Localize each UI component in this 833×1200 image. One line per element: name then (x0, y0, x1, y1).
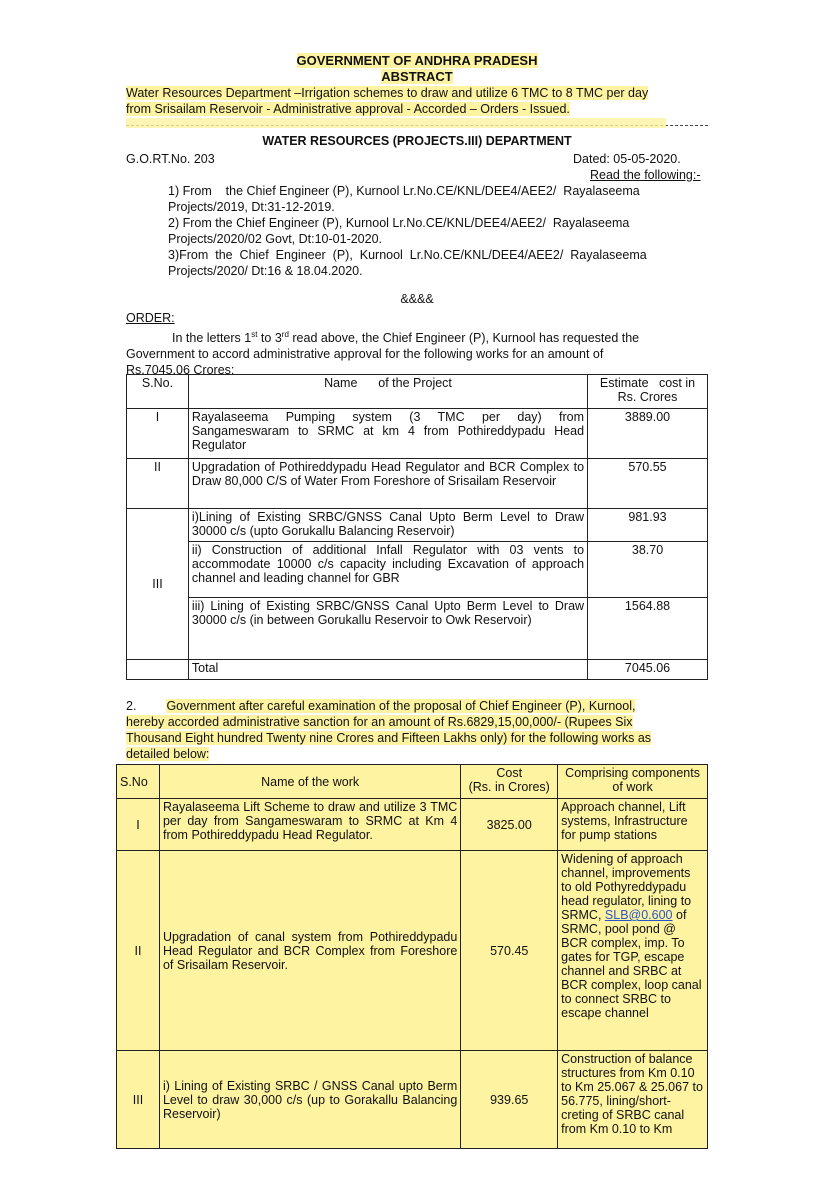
ref-1-line1: 1) From the Chief Engineer (P), Kurnool Lr.No.CE/KNL/DEE4/AEE2/ Rayalaseema (168, 184, 640, 198)
ref-1-line2: Projects/2019, Dt:31-12-2019. (168, 200, 335, 214)
col-name: Name of the work (159, 765, 460, 799)
table-row: III i)Lining of Existing SRBC/GNSS Canal Upto Berm Level to Draw 30000 c/s (upto Gorukallu Balancing Reservoir) 981.93 (127, 509, 708, 542)
table-row: I Rayalaseema Lift Scheme to draw and utilize 3 TMC per day from Sangameswaram to SRMC at Km 4 from Pothireddypadu Head Regulator. 3825.00 Approach channel, Lift systems, Infrastructure for pump stations (117, 799, 708, 851)
order-paragraph: In the letters 1st to 3rd read above, the Chief Engineer (P), Kurnool has requested the Government to accord administrative approval for the following works for an amount of Rs.7045.06 Crores: (126, 330, 640, 378)
table-row: II Upgradation of Pothireddypadu Head Regulator and BCR Complex to Draw 80,000 C/S of Water From Foreshore of Srisailam Reservoir 570.55 (127, 459, 708, 509)
slb-link[interactable]: SLB@0.600 (604, 908, 673, 922)
read-following: Read the following:- (590, 168, 701, 182)
go-number: G.O.RT.No. 203 (126, 152, 215, 166)
table-row: iii) Lining of Existing SRBC/GNSS Canal Upto Berm Level to Draw 30000 c/s (in between Gorukallu Reservoir to Owk Reservoir) 1564.88 (127, 598, 708, 660)
col-cost: Estimate cost in Rs. Crores (588, 375, 708, 409)
table-row: I Rayalaseema Pumping system (3 TMC per day) from Sangameswaram to SRMC at km 4 from Pothireddypadu Head Regulator 3889.00 (127, 409, 708, 459)
abstract-title: ABSTRACT (381, 69, 453, 84)
highlight-band (126, 118, 666, 128)
subject: Water Resources Department –Irrigation schemes to draw and utilize 6 TMC to 8 TMC per day from Srisailam Reservoir - Administrative approval - Accorded – Orders - Issued. (126, 86, 649, 116)
dept-title: WATER RESOURCES (PROJECTS.III) DEPARTMENT (262, 134, 572, 148)
col-sno: S.No. (127, 375, 189, 409)
separator-symbols: &&&& (400, 292, 434, 306)
ref-3-line1: 3)From the Chief Engineer (P), Kurnool Lr.No.CE/KNL/DEE4/AEE2/ Rayalaseema (168, 248, 647, 262)
order-heading: ORDER: (126, 311, 175, 325)
table-total-row: Total 7045.06 (127, 660, 708, 680)
go-date: Dated: 05-05-2020. (573, 152, 681, 166)
ref-3-line2: Projects/2020/ Dt:16 & 18.04.2020. (168, 264, 363, 278)
table-row: III i) Lining of Existing SRBC / GNSS Canal upto Berm Level to draw 30,000 c/s (up to Gorakallu Balancing Reservoir) 939.65 Construction of balance structures from Km 0.10 to Km 25.067 & 25.067 to 56.775, lining/short-creting of SRBC canal from Km 0.10 to Km (117, 1051, 708, 1149)
table-row: II Upgradation of canal system from Pothireddypadu Head Regulator and BCR Complex from Foreshore of Srisailam Reservoir. 570.45 Widening of approach channel, improvements to old Pothyreddypadu head regulator, lining to SRMC, SLB@0.600 of SRMC, pool pond @ BCR complex, imp. To gates for TGP, escape channel and SRBC at BCR complex, loop canal to connect SRBC to escape channel (117, 851, 708, 1051)
ref-2-line1: 2) From the Chief Engineer (P), Kurnool Lr.No.CE/KNL/DEE4/AEE2/ Rayalaseema (168, 216, 630, 230)
col-cost: Cost (Rs. in Crores) (461, 765, 558, 799)
project-estimate-table (126, 374, 708, 680)
table-row: ii) Construction of additional Infall Regulator with 03 vents to accommodate 10000 c/s capacity including Excavation of approach channel and leading channel for GBR 38.70 (127, 542, 708, 598)
sanction-table (116, 764, 708, 1149)
references (168, 183, 708, 279)
para-2: 2. Government after careful examination of the proposal of Chief Engineer (P), Kurnool, hereby accorded administrative sanction for an amount of Rs.6829,15,00,000/- (Rupees Six Thousand Eight hundred Twenty nine Crores and Fifteen Lakhs only) for the following works as detailed below: (126, 699, 652, 761)
col-name: Name of the Project (188, 375, 587, 409)
col-sno: S.No (117, 765, 160, 799)
gov-title: GOVERNMENT OF ANDHRA PRADESH (296, 53, 538, 68)
ref-2-line2: Projects/2020/02 Govt, Dt:10-01-2020. (168, 232, 383, 246)
col-components: Comprising components of work (558, 765, 708, 799)
